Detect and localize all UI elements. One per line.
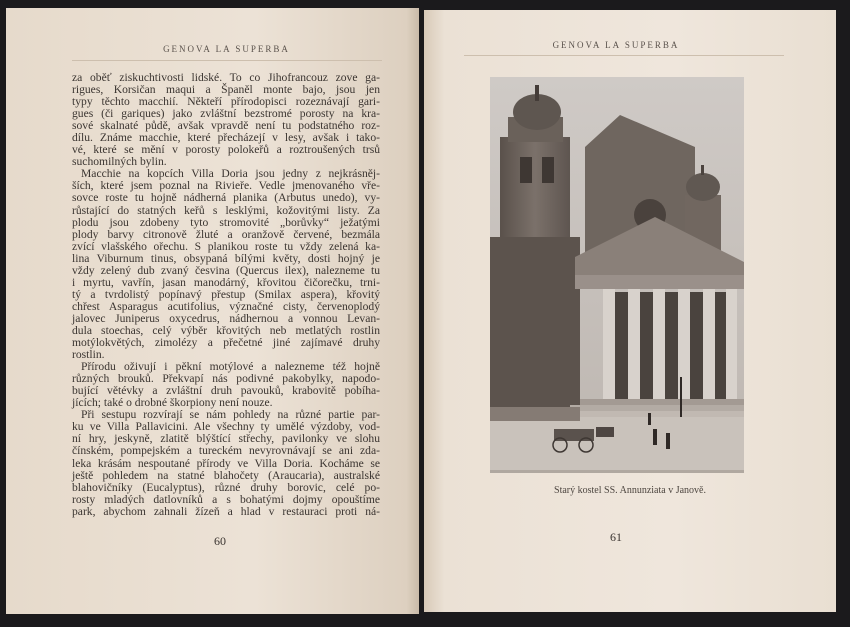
text-line: gues (či gariques) jako zvláštní bezstromé porosty na kra-: [72, 107, 380, 121]
text-line: jalovec Juniperus oxycedrus, nádhernou a vonnou Levan-: [72, 311, 380, 325]
text-line: typy těchto macchií. Někteří přírodopisci rozeznávají gari-: [72, 95, 380, 109]
text-line: plody barvy citronově žluté a oranžově červené, bezmála: [72, 227, 380, 241]
right-page: [424, 10, 836, 612]
text-line: ších, které jsem poznal na Rivieře. Vedle jmenovaného vře-: [72, 179, 380, 193]
page-number: 61: [610, 530, 622, 544]
text-line: motýlokvětých, zimolézy a přečetné jiné zajímavé druhy: [72, 336, 380, 350]
running-header: GENOVA LA SUPERBA: [163, 44, 290, 54]
text-line: leka krásám nespoutané přírody ve Villa Doria. Kocháme se: [72, 456, 380, 470]
text-line: rigues, Korsičan maqui a Španěl monte bajo, jsou jen: [72, 83, 380, 97]
text-line: vždy zelený dub zvaný česvina (Quercus ilex), nalezneme tu: [72, 263, 380, 277]
header-rule: [72, 60, 382, 61]
text-line: rosty mladých datlovníků a s bohatými dojmy opouštíme: [72, 492, 380, 506]
text-line: různých brouků. Překvapí nás podivné pakobylky, napodo-: [72, 372, 380, 386]
text-line: bující větévky a zvláštní druh pavouků, krabovitě pobíha-: [72, 384, 380, 398]
text-line: blahovičníky (Eucalyptus), různé druhy borovic, celé po-: [72, 480, 380, 494]
text-line: lina Viburnum tinus, obsypaná bílými květy, dosti hojný je: [72, 251, 380, 265]
text-line: Přírodu oživují i pěkní motýlové a nalezneme též hojně: [81, 360, 380, 374]
text-line: plodu jsou zdobeny tyto stromovité „borůvky“ ježatými: [72, 215, 380, 229]
text-line: rostlin.: [72, 348, 105, 362]
text-line: sovce roste tu hojně nádherná planika (Arbutus unedo), vy-: [72, 191, 380, 205]
text-line: Při sestupu rozvírají se nám pohledy na různé partie par-: [81, 408, 380, 422]
text-line: chřest Asparagus acutifolius, význačné cisty, červenoplodý: [72, 299, 380, 313]
text-line: suchomilných bylin.: [72, 155, 167, 169]
page-number: 60: [214, 534, 226, 548]
text-line: vé, které se mění v porosty polokeřů a roztroušených trsů: [72, 143, 380, 157]
text-line: ku ve Villa Pallavicini. Ale všechny ty umělé výzdoby, vod-: [72, 420, 380, 434]
text-line: i myrtu, vavřín, jasan manodárný, křovitou čičorečku, trni-: [72, 275, 380, 289]
church-photo: [490, 77, 744, 473]
text-line: zvící vlašského ořechu. S planikou roste tu vždy zelená ka-: [72, 239, 380, 253]
header-rule: [464, 55, 784, 56]
text-line: dula stoechas, celý výběr křovitých neb metlatých rostlin: [72, 323, 380, 337]
body-text: [72, 72, 380, 518]
running-header: GENOVA LA SUPERBA: [552, 40, 680, 50]
photo-caption: Starý kostel SS. Annunziata v Janově.: [554, 485, 706, 496]
text-line: sové skalnaté půdě, avšak vpravdě není tu podstatného roz-: [72, 119, 380, 133]
text-line: tý a tvrdolistý popínavý přestup (Smilax aspera), křovitý: [72, 287, 380, 301]
text-line: růstající do statných keřů s lesklými, kožovitými listy. Za: [72, 203, 380, 217]
text-line: za oběť ziskuchtivosti lidské. To co Jihofrancouz zove ga-: [72, 71, 380, 84]
text-line: ještě pohledem na statné blahočety (Araucaria), australské: [72, 468, 380, 482]
text-line: čínském, pompejském a tureckém nevyrovnávají se ani zda-: [72, 444, 380, 458]
text-line: dílu. Známe macchie, které přecházejí v lesy, avšak i tako-: [72, 131, 380, 145]
text-line: Macchie na kopcích Villa Doria jsou jedny z nejkrásněj-: [81, 167, 380, 181]
text-line: jících; také o drobné škorpiony není nouze.: [72, 396, 273, 410]
left-page: [6, 8, 419, 614]
text-line: park, abychom zahnali žízeň a hlad v restauraci proti ná-: [72, 504, 380, 518]
text-line: ní hry, jeskyně, zlatitě blýštící střechy, pavilonky ve slohu: [72, 432, 380, 446]
